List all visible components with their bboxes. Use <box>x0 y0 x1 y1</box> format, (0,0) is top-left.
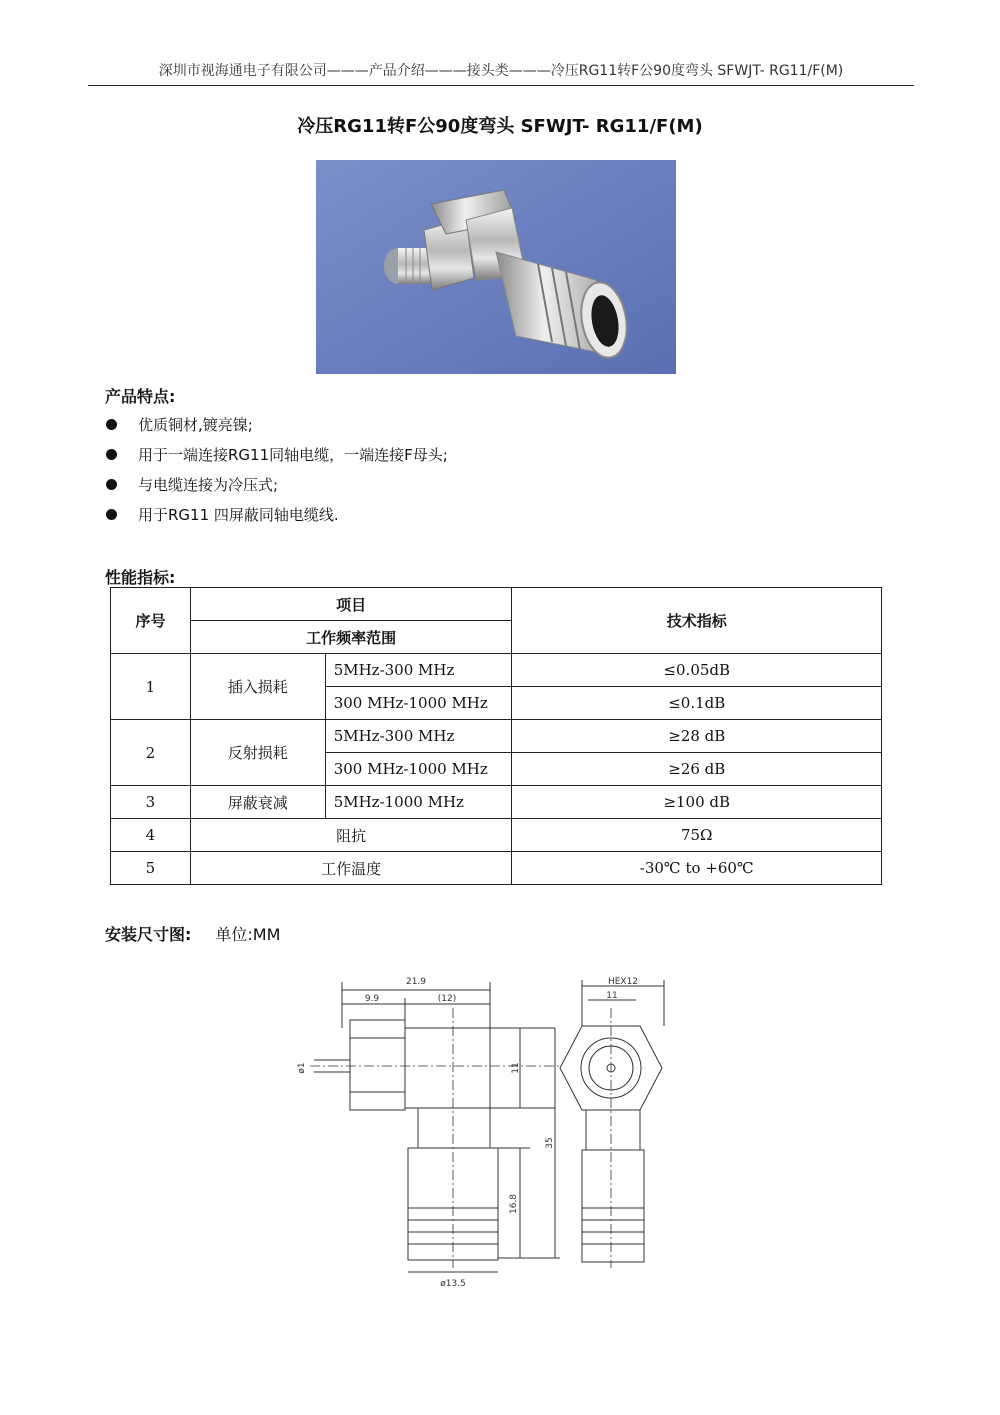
performance-table <box>110 587 882 885</box>
header-spec: 技术指标 <box>512 588 882 654</box>
bullet-icon <box>106 449 117 460</box>
row-no: 2 <box>111 720 191 786</box>
features-list <box>104 410 448 530</box>
row-item: 阻抗 <box>190 819 512 852</box>
row-item: 反射损耗 <box>190 720 325 786</box>
header-no: 序号 <box>111 588 191 654</box>
row-item: 屏蔽衰减 <box>190 786 325 819</box>
row-item: 插入损耗 <box>190 654 325 720</box>
row-no: 1 <box>111 654 191 720</box>
row-spec: ≤0.05dB <box>512 654 882 687</box>
dim-left-width: 9.9 <box>364 994 380 1004</box>
dimensions-heading: 安装尺寸图: <box>105 925 192 944</box>
dim-total-height: 35 <box>545 1137 555 1149</box>
row-spec: ≤0.1dB <box>512 687 882 720</box>
row-freq: 300 MHz-1000 MHz <box>325 753 512 786</box>
dim-body-height: 11 <box>511 1062 521 1074</box>
dimensions-heading-row <box>105 922 280 945</box>
row-spec: ≥100 dB <box>512 786 882 819</box>
feature-text: 与电缆连接为冷压式; <box>138 476 279 494</box>
bullet-icon <box>106 419 117 430</box>
dim-hex: HEX12 <box>607 977 639 987</box>
row-no: 3 <box>111 786 191 819</box>
features-heading: 产品特点: <box>105 387 176 406</box>
header-rule <box>88 85 914 86</box>
dimension-drawing <box>290 968 710 1298</box>
row-spec: 75Ω <box>512 819 882 852</box>
row-freq: 5MHz-300 MHz <box>325 720 512 753</box>
row-item: 工作温度 <box>190 852 512 885</box>
dim-total-width: 21.9 <box>405 977 427 987</box>
dim-side-width: 11 <box>606 991 618 1001</box>
dimensions-unit: 单位:MM <box>215 925 281 944</box>
list-item <box>104 500 448 530</box>
row-no: 5 <box>111 852 191 885</box>
list-item <box>104 470 448 500</box>
bullet-icon <box>106 479 117 490</box>
header-item: 项目 <box>190 588 512 621</box>
dim-pin-dia: ø1 <box>297 1062 307 1074</box>
row-freq: 5MHz-300 MHz <box>325 654 512 687</box>
product-photo <box>316 160 676 374</box>
feature-text: 优质铜材,镀亮镍; <box>138 416 253 434</box>
feature-text: 用于一端连接RG11同轴电缆，一端连接F母头; <box>138 446 448 464</box>
dim-right-width: (12) <box>437 994 457 1004</box>
page-title: 冷压RG11转F公90度弯头 SFWJT- RG11/F(M) <box>297 116 703 137</box>
row-spec: -30℃ to +60℃ <box>512 852 882 885</box>
list-item <box>104 410 448 440</box>
dim-sleeve-dia: ø13.5 <box>440 1279 466 1289</box>
page-header: 深圳市视海通电子有限公司———产品介绍———接头类———冷压RG11转F公90度弯头 SFWJT- RG11/F(M) <box>158 63 844 79</box>
row-freq: 5MHz-1000 MHz <box>325 786 512 819</box>
row-spec: ≥26 dB <box>512 753 882 786</box>
dim-sleeve-height: 16.8 <box>509 1193 519 1215</box>
bullet-icon <box>106 509 117 520</box>
header-freq: 工作频率范围 <box>190 621 512 654</box>
row-spec: ≥28 dB <box>512 720 882 753</box>
row-no: 4 <box>111 819 191 852</box>
performance-heading: 性能指标: <box>105 568 176 587</box>
row-freq: 300 MHz-1000 MHz <box>325 687 512 720</box>
list-item <box>104 440 448 470</box>
feature-text: 用于RG11 四屏蔽同轴电缆线. <box>138 506 339 524</box>
